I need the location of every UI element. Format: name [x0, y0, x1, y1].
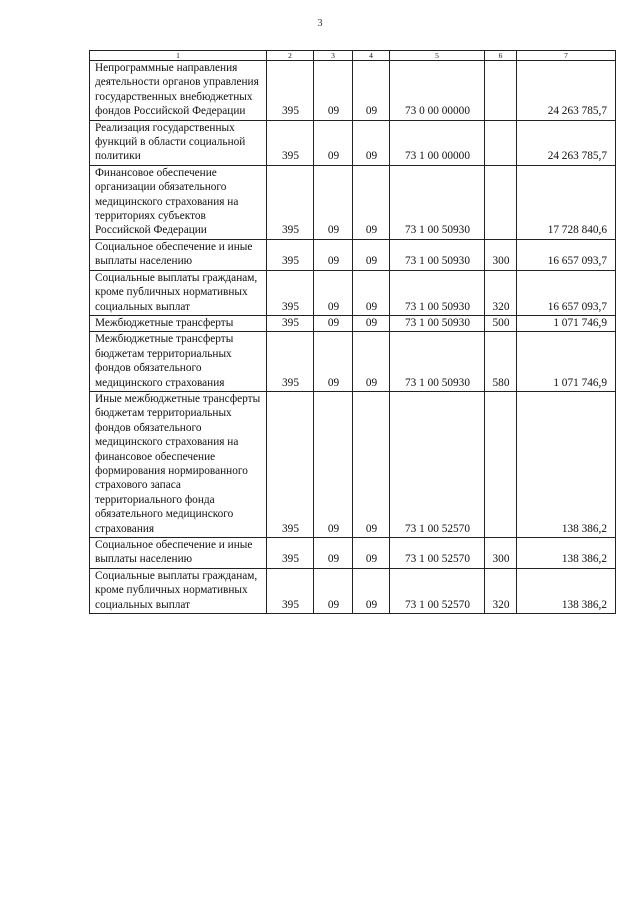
target-article-code: 73 1 00 00000 [390, 120, 485, 165]
table-row [90, 315, 616, 331]
item-name: Социальное обеспечение и иные выплаты населению [90, 538, 267, 569]
section-code: 09 [314, 61, 353, 121]
table-row [90, 391, 616, 537]
table-row [90, 165, 616, 239]
subsection-code: 09 [353, 239, 390, 270]
table-row [90, 538, 616, 569]
item-name: Иные межбюджетные трансферты бюджетам территориальных фондов обязательного медицинского страхования на финансовое обеспечение формирования нормированного страхового запаса территориального фонда обязательного медицинского страхования [90, 391, 267, 537]
ministry-code: 395 [267, 239, 314, 270]
section-code: 09 [314, 270, 353, 315]
column-number: 6 [485, 51, 517, 61]
section-code: 09 [314, 568, 353, 613]
column-number: 5 [390, 51, 485, 61]
section-code: 09 [314, 165, 353, 239]
column-number-row [90, 51, 616, 61]
target-article-code: 73 1 00 52570 [390, 391, 485, 537]
target-article-code: 73 1 00 50930 [390, 315, 485, 331]
ministry-code: 395 [267, 332, 314, 392]
subsection-code: 09 [353, 165, 390, 239]
item-name: Межбюджетные трансферты [90, 315, 267, 331]
item-name: Межбюджетные трансферты бюджетам территориальных фондов обязательного медицинского страхования [90, 332, 267, 392]
target-article-code: 73 1 00 50930 [390, 270, 485, 315]
subsection-code: 09 [353, 332, 390, 392]
ministry-code: 395 [267, 568, 314, 613]
amount: 17 728 840,6 [517, 165, 616, 239]
expense-type-code: 320 [485, 568, 517, 613]
expense-type-code: 580 [485, 332, 517, 392]
table-row [90, 568, 616, 613]
target-article-code: 73 1 00 50930 [390, 332, 485, 392]
amount: 16 657 093,7 [517, 239, 616, 270]
amount: 24 263 785,7 [517, 61, 616, 121]
column-number: 7 [517, 51, 616, 61]
expense-type-code [485, 120, 517, 165]
target-article-code: 73 1 00 50930 [390, 239, 485, 270]
expense-type-code [485, 391, 517, 537]
amount: 1 071 746,9 [517, 332, 616, 392]
section-code: 09 [314, 120, 353, 165]
section-code: 09 [314, 391, 353, 537]
ministry-code: 395 [267, 61, 314, 121]
table-row [90, 120, 616, 165]
target-article-code: 73 0 00 00000 [390, 61, 485, 121]
ministry-code: 395 [267, 391, 314, 537]
column-number: 3 [314, 51, 353, 61]
ministry-code: 395 [267, 165, 314, 239]
amount: 138 386,2 [517, 391, 616, 537]
subsection-code: 09 [353, 120, 390, 165]
expense-type-code: 320 [485, 270, 517, 315]
item-name: Социальные выплаты гражданам, кроме публичных нормативных социальных выплат [90, 270, 267, 315]
table-row [90, 270, 616, 315]
amount: 138 386,2 [517, 538, 616, 569]
item-name: Финансовое обеспечение организации обязательного медицинского страхования на территориях субъектов Российской Федерации [90, 165, 267, 239]
target-article-code: 73 1 00 52570 [390, 568, 485, 613]
ministry-code: 395 [267, 315, 314, 331]
expense-type-code [485, 165, 517, 239]
section-code: 09 [314, 239, 353, 270]
subsection-code: 09 [353, 270, 390, 315]
subsection-code: 09 [353, 538, 390, 569]
ministry-code: 395 [267, 538, 314, 569]
budget-table [89, 50, 616, 614]
page-number: 3 [317, 18, 323, 29]
section-code: 09 [314, 315, 353, 331]
amount: 1 071 746,9 [517, 315, 616, 331]
table-row [90, 61, 616, 121]
expense-type-code: 300 [485, 239, 517, 270]
amount: 24 263 785,7 [517, 120, 616, 165]
amount: 138 386,2 [517, 568, 616, 613]
column-number: 2 [267, 51, 314, 61]
item-name: Непрограммные направления деятельности органов управления государственных внебюджетных фондов Российской Федерации [90, 61, 267, 121]
subsection-code: 09 [353, 568, 390, 613]
ministry-code: 395 [267, 270, 314, 315]
target-article-code: 73 1 00 52570 [390, 538, 485, 569]
subsection-code: 09 [353, 61, 390, 121]
table-row [90, 332, 616, 392]
column-number: 4 [353, 51, 390, 61]
expense-type-code: 300 [485, 538, 517, 569]
item-name: Социальное обеспечение и иные выплаты населению [90, 239, 267, 270]
expense-type-code: 500 [485, 315, 517, 331]
item-name: Реализация государственных функций в области социальной политики [90, 120, 267, 165]
subsection-code: 09 [353, 391, 390, 537]
ministry-code: 395 [267, 120, 314, 165]
section-code: 09 [314, 538, 353, 569]
table-row [90, 239, 616, 270]
subsection-code: 09 [353, 315, 390, 331]
expense-type-code [485, 61, 517, 121]
section-code: 09 [314, 332, 353, 392]
item-name: Социальные выплаты гражданам, кроме публичных нормативных социальных выплат [90, 568, 267, 613]
target-article-code: 73 1 00 50930 [390, 165, 485, 239]
amount: 16 657 093,7 [517, 270, 616, 315]
column-number: 1 [90, 51, 267, 61]
